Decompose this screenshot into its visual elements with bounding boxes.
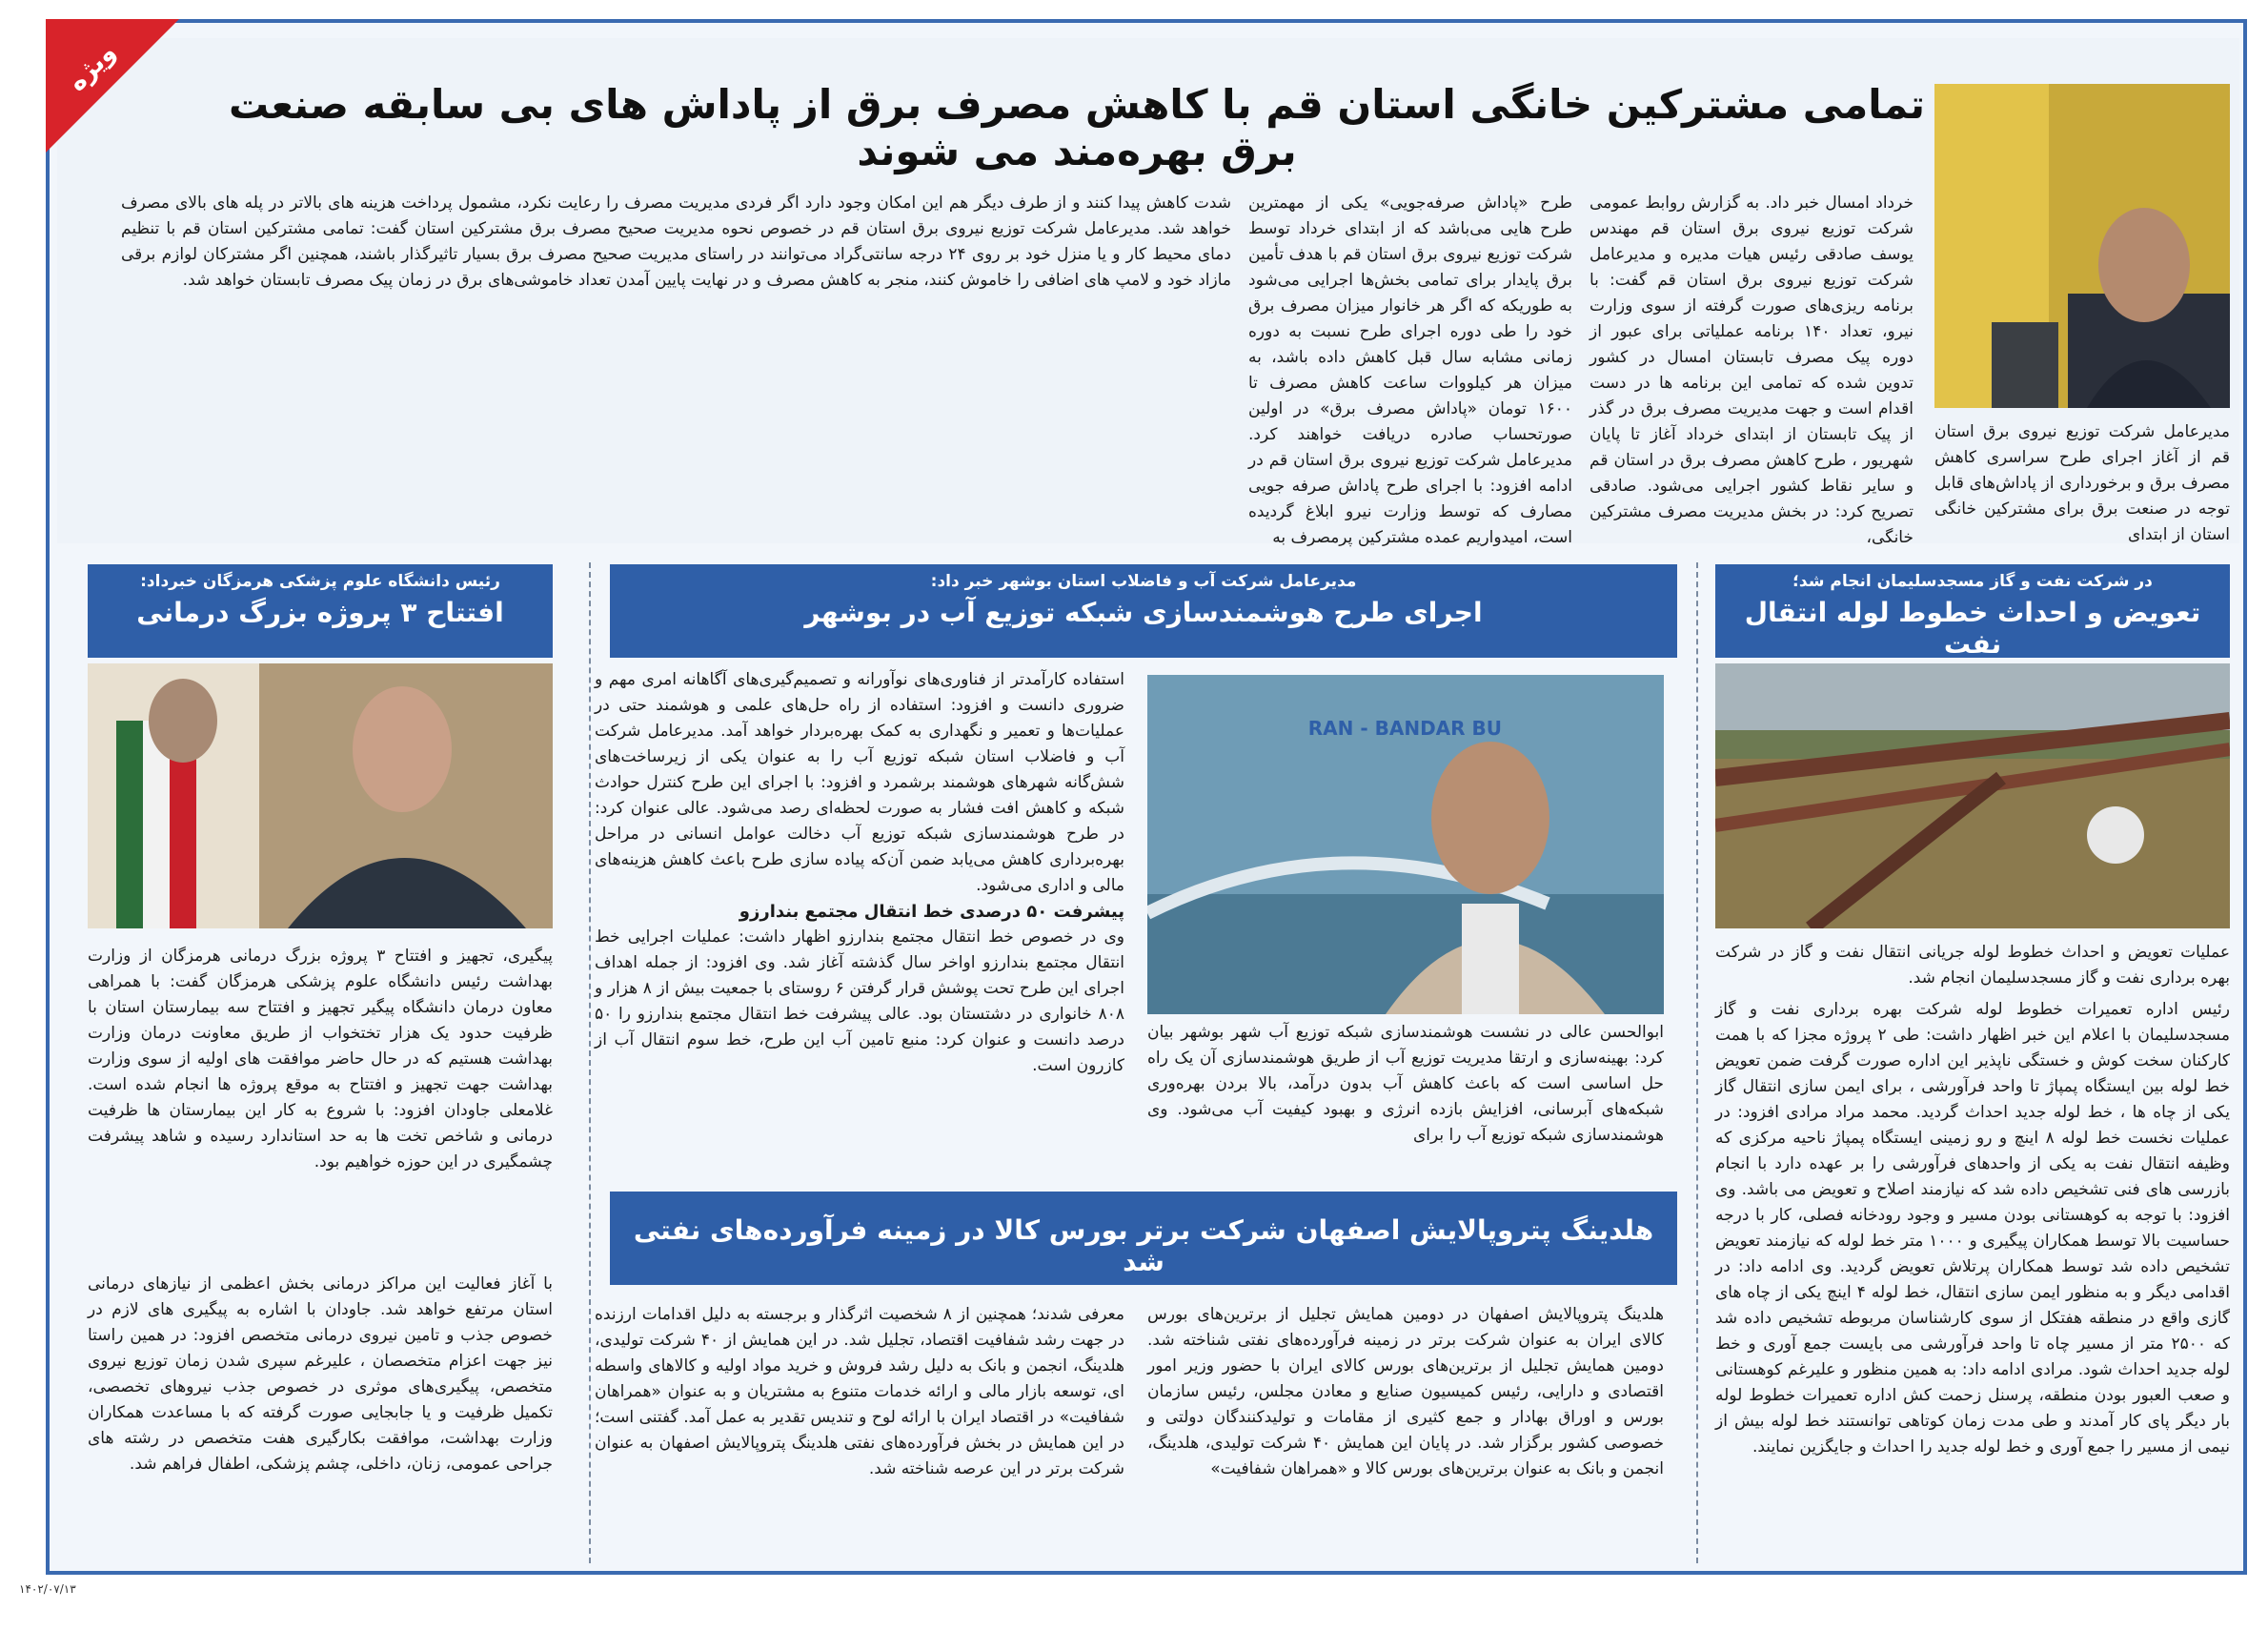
column-divider [1696,562,1698,1563]
health-body-2: با آغاز فعالیت این مراکز درمانی بخش اعظمی از نیازهای درمانی استان مرتفع خواهد شد. جاودان با اشاره به پیگیری های لازم در خصوص جذب و تامین نیروی درمانی متخصص افزود: در همین راستا نیز جهت اعزام متخصصان ، علیرغم سپری شدن زمان توزیع نیروی متخصص، پیگیری‌های موثری در خصوص جذب نیروهای تخصصی، تکمیل ظرفیت و یا جابجایی صورت گرفته که با مساعدت همکاران وزارت بهداشت، موافقت بکارگیری هفت متخصص در رشته های جراحی عمومی، زنان، داخلی، چشم پزشکی، اطفال فراهم شد. [88,1274,553,1474]
portrait-image [1934,84,2230,408]
pipe-story-header [1715,564,2230,658]
pipe-photo-caption: عملیات تعویض و احداث خطوط لوله جریانی انتقال نفت و گاز در شرکت بهره برداری نفت و گاز مسجدسلیمان انجام شد. [1715,943,2230,988]
main-headline: تمامی مشترکین خانگی استان قم با کاهش مصرف برق از پاداش های بی سابقه صنعت برق بهره‌مند می شوند [229,81,1925,174]
health-body-1: پیگیری، تجهیز و افتتاح ۳ پروژه بزرگ درمانی هرمزگان از وزارت بهداشت رئیس دانشگاه علوم پزشکی هرمزگان گفت: با همراهی معاون درمان دانشگاه پیگیر تجهیز و افتتاح سه بیمارستان استان با ظرفیت حدود یک هزار تختخواب از طریق معاونت درمان وزارت بهداشت هستیم که در حال حاضر موافقت های اولیه از سوی وزارت بهداشت جهت تجهیز و افتتاح به موقع پروژه ها انجام شده است. غلامعلی جاودان افزود: با شروع به کار این بیمارستان ها ظرفیت درمانی و شاخص تخت ها به حد استاندارد رسیده و شاهد پیشرفت چشمگیری در این حوزه خواهیم بود. [88,947,553,1172]
health-story-title: افتتاح ۳ پروژه بزرگ درمانی [136,597,504,628]
main-col-2: طرح «پاداش صرفه‌جویی» یکی از مهمترین طرح هایی می‌باشد که از ابتدای خرداد توسط شرکت توزیع نیروی برق استان قم با هدف تأمین برق پایدار برای تمامی بخش‌ها اجرایی می‌شود به طوریکه که اگر هر خانوار میزان مصرف برق خود را طی دوره اجرای طرح نسبت به دوره زمانی مشابه سال قبل کاهش داده باشد، به میزان هر کیلووات ساعت کاهش مصرف تا ۱۶۰۰ تومان «پاداش مصرف برق» در اولین صورتحساب صادره دریافت خواهند کرد. مدیرعامل شرکت توزیع نیروی برق استان قم در ادامه افزود: با اجرای طرح پاداش صرفه جویی مصارف که توسط وزارت نیرو ابلاغ گردیده است، امیدواریم عمده مشترکین پرمصرف به [1248,194,1572,547]
main-photo-caption: مدیرعامل شرکت توزیع نیروی برق استان قم از آغاز اجرای طرح سراسری کاهش مصرف برق و برخورداری از پاداش‌های قابل توجه در صنعت برق برای مشترکین خانگی استان از ابتدای [1934,422,2230,544]
footer-code: ۱۴۰۲/۰۷/۱۳ [19,1582,76,1596]
water-photo-sign: RAN - BANDAR BU [1307,717,1502,740]
main-col-3: شدت کاهش پیدا کنند و از طرف دیگر هم این امکان وجود دارد اگر فردی مدیریت مصرف را رعایت نکرد، مشمول پرداخت هزینه های بالاتر در پله های بالای مصرف خواهد شد. مدیرعامل شرکت توزیع نیروی برق استان قم در خصوص نحوه مدیریت صحیح مصرف برق مشترکین استان گفت: تمامی مشترکین استان قم با تنظیم دمای محیط کار و یا منزل خود بر روی ۲۴ درجه سانتی‌گراد می‌توانند در راستای مدیریت صحیح مصرف برق بسیار تاثیرگذار باشند، همچنین اگر مشترکان لوازم برقی مازاد خود و لامپ های اضافی را خاموش کنند، منجر به کاهش مصرف و در نهایت پایین آمدن تعداد خاموشی‌های برق در زمان پیک مصرف تابستان خواهد شد. [121,194,1231,290]
water-col-right: ابوالحسن عالی در نشست هوشمندسازی شبکه توزیع آب شهر بوشهر بیان کرد: بهینه‌سازی و ارتقا مدیریت توزیع آب از طریق هوشمندسازی آن یک راه حل اساسی است که باعث کاهش آب بدون درآمد، بالا بردن بهره‌وری شبکه‌های آبرسانی، افزایش بازده انرژی و بهبود کیفیت آب می‌شود. وی هوشمندسازی شبکه توزیع آب را برای [1147,1023,1664,1145]
water-story-title: اجرای طرح هوشمندسازی شبکه توزیع آب در بوشهر [804,597,1483,628]
main-photo [1934,84,2230,408]
water-subhead: پیشرفت ۵۰ درصدی خط انتقال مجتمع بندارزو [739,902,1124,922]
health-story-kicker: رئیس دانشگاه علوم پزشکی هرمزگان خبرداد: [140,572,500,591]
column-divider [589,562,591,1563]
petro-story-title: هلدینگ پتروپالایش اصفهان شرکت برتر بورس کالا در زمینه فرآورده‌های نفتی شد [633,1214,1654,1277]
pipe-story-title: تعویض و احداث خطوط لوله انتقال نفت [1744,597,2201,660]
pipe-photo [1715,663,2230,928]
water-col-left [595,667,1124,1079]
petro-col-right: هلدینگ پتروپالایش اصفهان در دومین همایش تجلیل از برترین‌های بورس کالای ایران به عنوان شرکت برتر در زمینه فرآورده‌های نفتی شناخته شد. دومین همایش تجلیل از برترین‌های بورس کالای ایران با حضور وزیر امور اقتصادی و دارایی، رئیس کمیسیون صنایع و معادن مجلس، رئیس سازمان بورس و اوراق بهادار و جمع کثیری از مقامات و تولیدکنندگان دولتی و خصوصی کشور برگزار شد. در پایان این همایش ۴۰ شرکت تولیدی، هلدینگ، انجمن و بانک به عنوان برترین‌های بورس کالا و «همراهان شفافیت» [1147,1305,1664,1478]
water-story-header [610,564,1677,658]
water-story-kicker: مدیرعامل شرکت آب و فاضلاب استان بوشهر خبر داد: [930,572,1357,591]
water-col-left-text-1: استفاده کارآمدتر از فناوری‌های نوآورانه و تصمیم‌گیری‌های آگاهانه امری مهم و ضروری دانست و افزود: استفاده از راه حل‌های علمی و هوشمند حتی در عملیات‌ها و تعمیر و نگهداری به کمک بهره‌بردار خواهد آمد. مدیرعامل شرکت آب و فاضلاب استان شبکه توزیع آب را به عنوان یکی از زیرساخت‌های شش‌گانه شهرهای هوشمند برشمرد و افزود: با اجرای این طرح کنترل حوادث شبکه و کاهش افت فشار به صورت لحظه‌ای رصد می‌شود. عالی عنوان کرد: در طرح هوشمندسازی شبکه توزیع آب دخالت عوامل انسانی در مراحل بهره‌برداری کاهش می‌یابد ضمن آن‌که پیاده سازی طرح باعث کاهش هزینه‌های مالی و اداری می‌شود. [595,670,1124,895]
water-col-left-text-2: وی در خصوص خط انتقال مجتمع بندارزو اظهار داشت: عملیات اجرایی خط انتقال مجتمع بندارزو اواخر سال گذشته آغاز شد. وی افزود: از جمله اهداف اجرای این طرح تحت پوشش قرار گرفتن ۶ روستای با جمعیت بیش از ۸ هزار و ۸۰۸ خانواری در دشتستان بود. عالی پیشرفت خط انتقال مجتمع بندارزو را ۵۰ درصد دانست و عنوان کرد: منبع تامین آب این طرح، خط سوم انتقال آب از کازرون است. [595,927,1124,1075]
pipe-story-body: رئیس اداره تعمیرات خطوط لوله شرکت بهره برداری نفت و گاز مسجدسلیمان با اعلام این خبر اظهار داشت: طی ۲ پروژه مجزا که با همت کارکنان سخت کوش و خستگی ناپذیر این اداره صورت گرفت ضمن تعویض خط لوله بین ایستگاه پمپاژ تا واحد فرآورشی ، برای ایمن سازی انتقال گاز یکی از چاه ها ، خط لوله جدید احداث گردید. محمد مراد مرادی افزود: در عملیات نخست خط لوله ۸ اینچ و رو زمینی ایستگاه پمپاژ ناحیه مرکزی که وظیفه انتقال نفت به یکی از واحدهای فرآورشی را بر عهده دارد با انجام بازرسی های فنی تشخیص داده شد که نیازمند اصلاح و تعویض می باشد. وی افزود: با توجه به کوهستانی بودن مسیر و وجود رودخانه فصلی، کار با درجه حساسیت بالا توسط همکاران پیگیری و ۱۰۰۰ متر خط لوله که نیازمند تعویض تشخیص داده شد توسط همکاران پرتلاش تعویض گردید. وی ادامه داد: در اقدامی دیگر و به منظور ایمن سازی انتقال، خط لوله ۴ اینچ یکی از چاه های گازی واقع در منطقه هفتکل از سوی کارشناسان مربوطه تشخیص داده شد که ۲۵۰۰ متر از مسیر چاه تا واحد فرآورشی می بایست جمع آوری و خط لوله جدید احداث شود. مرادی ادامه داد: به همین منظور و علیرغم کوهستانی و صعب العبور بودن منطقه، پرسنل زحمت کش اداره تعمیرات خطوط لوله بار دیگر پای کار آمدند و طی مدت زمان کوتاهی توانستند خط لوله بیش از نیمی از مسیر را جمع آوری و خط لوله جدید را احداث و جایگزین نمایند. [1715,1000,2231,1457]
special-badge-label: ویژه [62,38,122,97]
pipeline-image [1715,663,2230,928]
special-badge [46,19,179,153]
petro-col-mid: معرفی شدند؛ همچنین از ۸ شخصیت اثرگذار و برجسته به دلیل اقدامات ارزنده در جهت رشد شفافیت اقتصاد، تجلیل شد. در این همایش از ۴۰ شرکت تولیدی، هلدینگ، انجمن و بانک به دلیل رشد فروش و خرید مواد اولیه و کالاهای واسطه ای، توسعه بازار مالی و ارائه خدمات متنوع به مشتریان و به عنوان «همراهان شفافیت» در اقتصاد ایران با ارائه لوح و تندیس تقدیر به عمل آمد. گفتنی است؛ در این همایش در بخش فرآورده‌های نفتی هلدینگ پتروپالایش اصفهان به عنوان شرکت برتر در این عرصه شناخته شد. [595,1305,1124,1478]
main-col-1: خرداد امسال خبر داد. به گزارش روابط عمومی شرکت توزیع نیروی برق استان قم مهندس یوسف صادقی رئیس هیات مدیره و مدیرعامل شرکت توزیع نیروی برق استان قم گفت: با برنامه ریزی‌های صورت گرفته از سوی وزارت نیرو، تعداد ۱۴۰ برنامه عملیاتی برای عبور از دوره پیک مصرف تابستان امسال در کشور تدوین شده که تمامی این برنامه ها در دست اقدام است و جهت مدیریت مصرف برق در گذر از پیک تابستان از ابتدای خرداد آغاز تا پایان شهریور ، طرح کاهش مصرف برق در استان قم و سایر نقاط کشور اجرایی می‌شود. صادقی تصریح کرد: در بخش مدیریت مصرف مشترکین خانگی، [1590,194,1914,547]
portrait-office-image [88,663,553,928]
health-story-header [88,564,553,658]
health-photo [88,663,553,928]
pipe-story-kicker: در شرکت نفت و گاز مسجدسلیمان انجام شد؛ [1792,572,2153,591]
petro-story-header [610,1192,1677,1285]
water-photo [1147,675,1664,1014]
